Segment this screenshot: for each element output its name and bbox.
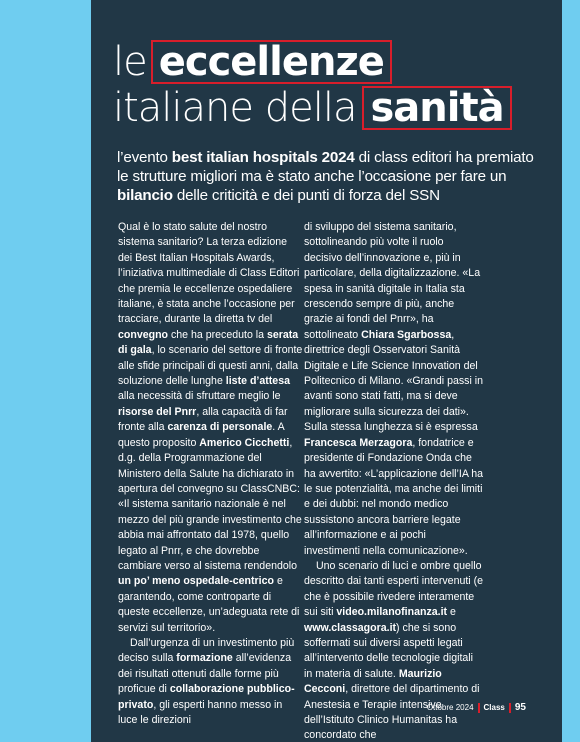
standfirst-text: delle criticità e dei punti di forza del SSN	[172, 187, 440, 204]
body-text: che ha preceduto la	[168, 328, 267, 341]
headline-word-le: le	[113, 39, 147, 85]
bold-term: liste d’attesa	[225, 375, 290, 388]
bold-term: convegno	[118, 328, 169, 341]
standfirst	[117, 148, 537, 205]
website-link: www.classagora.it	[304, 621, 397, 634]
body-text: , alla capacità di far fronte alla	[118, 405, 288, 434]
body-text: , direttore del dipartimento di Anestesia e Terapie intensive dell’Istituto Clinico Humanitas ha concordato che	[304, 683, 480, 742]
body-text: , d.g. della Programmazione del Ministero della Salute ha dichiarato in apertura del convegno su ClassCNBC: «Il sistema sanitario nazionale è nel mezzo del più grande investimento che abbia mai affrontato dal 1978, quello legato al Pnrr, e che dovrebbe cambiare verso al sistema rendendolo	[118, 436, 302, 572]
footer-divider	[509, 703, 511, 713]
standfirst-text: l’evento	[117, 149, 172, 166]
magazine-brand: Class	[483, 703, 505, 712]
website-link: video.milanofinanza.it	[336, 606, 448, 619]
body-text: Qual è lo stato salute del nostro sistema sanitario? La terza edizione dei Best Italian Hospitals Awards, l’iniziativa multimediale di Class Editori che premia le eccellenze ospedaliere italiane, è stata anche l’occasione per tracciare, durante la diretta tv del	[118, 221, 300, 326]
body-text: Dall’urgenza di un investimento più deciso sulla	[118, 636, 295, 665]
paragraph	[118, 220, 303, 636]
magazine-page	[91, 0, 562, 742]
paragraph	[304, 559, 484, 742]
page-number: 95	[514, 702, 526, 713]
body-text: . A questo proposito	[118, 421, 285, 449]
person-name: Maurizio Cecconi	[304, 667, 442, 696]
body-text: e garantendo, come controparte di queste eccellenze, un’adeguata rete di servizi sul territorio».	[118, 575, 300, 634]
paragraph	[118, 636, 303, 728]
bold-term: risorse del Pnrr	[118, 405, 197, 418]
standfirst-event-name: best italian hospitals 2024	[171, 149, 355, 166]
bold-term: formazione	[176, 652, 233, 665]
bold-term: un po’ meno ospedale-centrico	[118, 575, 274, 588]
body-text: , direttrice degli Osservatori Sanità Digitale e Life Science Innovation del Politecnico di Milano. «Grandi passi in avanti sono stati fatti, ma si deve migliorare sulla sicurezza dei dati». Sulla stessa lunghezza si è espressa	[304, 328, 484, 434]
body-text: alla necessità di sfruttare meglio le	[118, 390, 281, 403]
body-text: all’evidenza dei risultati ottenuti dalle forme più proficue di	[118, 652, 292, 696]
headline-words-italiane-della: italiane della	[113, 85, 357, 131]
person-name: Francesca Merzagora	[304, 436, 413, 449]
bold-term: carenza di personale	[167, 421, 273, 434]
bold-term: serata di gala	[118, 328, 299, 357]
page-footer	[427, 703, 526, 713]
body-text: , gli esperti hanno messo in luce le direzioni	[118, 698, 283, 726]
headline-line-1	[113, 38, 392, 86]
footer-divider	[478, 703, 480, 713]
headline-boxed-sanita: sanità	[362, 86, 511, 130]
person-name: Americo Cicchetti	[199, 436, 290, 449]
standfirst-text: di class editori ha premiato le strutture migliori ma è stato anche l’occasione per fare un	[117, 149, 534, 185]
paragraph	[304, 220, 484, 559]
person-name: Chiara Sgarbossa	[361, 328, 452, 341]
headline-line-2	[113, 84, 512, 132]
body-text: Uno scenario di luci e ombre quello descritto dai tanti esperti intervenuti (e che è possibile rivedere interamente sui siti	[304, 559, 484, 619]
body-text: , lo scenario del settore di fronte alle sfide principali di questi anni, dalla soluzione delle lunghe	[118, 344, 303, 388]
issue-date: Ottobre 2024	[426, 703, 474, 712]
headline-boxed-eccellenze: eccellenze	[151, 40, 392, 84]
body-text: ) che si sono soffermati sui diversi aspetti legati all’intervento delle tecnologie digitali in materia di salute.	[304, 621, 474, 680]
article-column-left	[118, 220, 303, 728]
body-text: , fondatrice e presidente di Fondazione Onda che ha avvertito: «L’applicazione dell’IA ha le sue potenzialità, ma anche dei limiti e dei dubbi: nel mondo medico sussistono ancora barriere legate all’informazione e ai pochi investimenti nella comunicazione».	[304, 436, 484, 557]
body-text: e	[447, 606, 456, 619]
article-column-right	[304, 220, 484, 742]
standfirst-bilancio: bilancio	[117, 187, 173, 204]
bold-term: collaborazione pubblico-privato	[118, 683, 295, 711]
body-text: di sviluppo del sistema sanitario, sottolineando più volte il ruolo decisivo dell’innovazione e, più in particolare, della digitalizzazione. «La spesa in sanità digitale in Italia sta crescendo sempre di più, anche grazie ai fondi del Pnrr», ha sottolineato	[304, 221, 481, 341]
